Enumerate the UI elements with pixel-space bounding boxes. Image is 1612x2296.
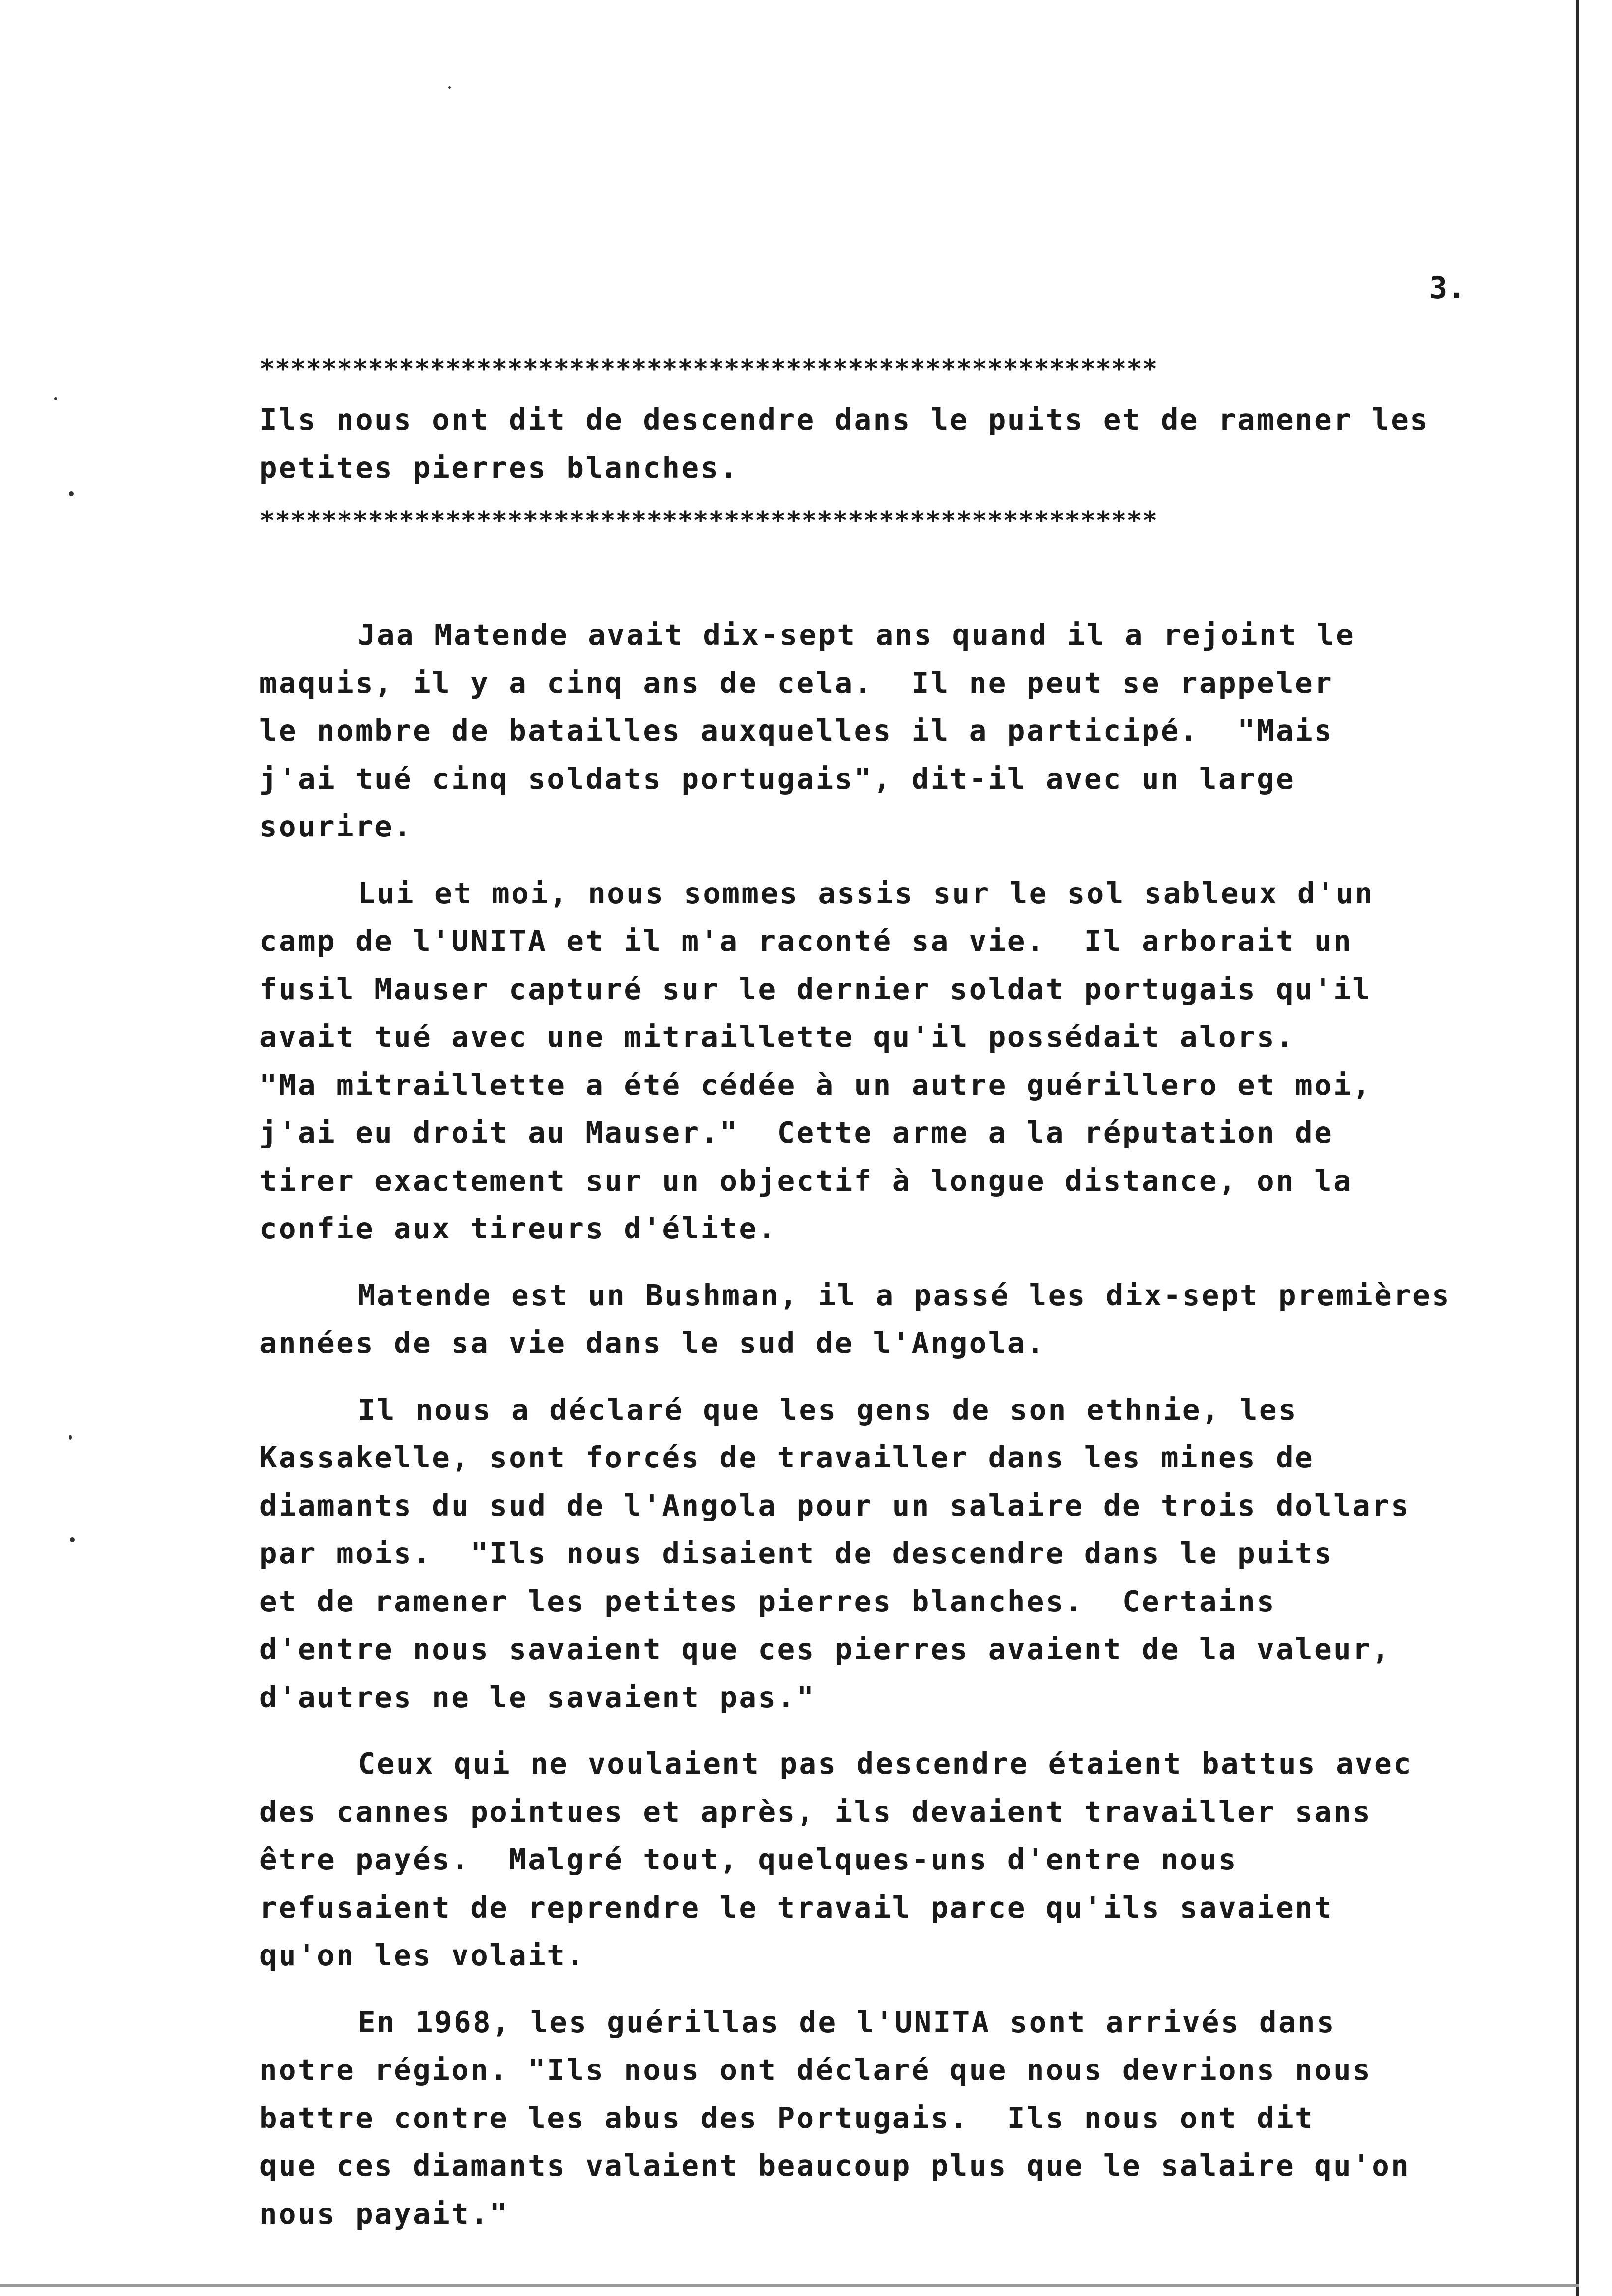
paragraph — [259, 1998, 1537, 2238]
paragraph-line: être payés. Malgré tout, quelques-uns d'entre nous — [259, 1842, 1238, 1876]
paragraph-line: Matende est un Bushman, il a passé les dix-sept premières — [358, 1278, 1451, 1312]
headline-top-rule: ********************************************************** — [259, 354, 1158, 384]
paragraph-line: fusil Mauser capturé sur le dernier soldat portugais qu'il — [259, 972, 1372, 1006]
paragraph — [259, 869, 1537, 1253]
paragraph-line: qu'on les volait. — [259, 1938, 586, 1972]
paragraph-line: d'autres ne le savaient pas." — [259, 1680, 816, 1714]
paragraph-line: nous payait." — [259, 2196, 509, 2231]
paragraph-line: sourire. — [259, 809, 413, 843]
paragraph-line: maquis, il y a cinq ans de cela. Il ne peut se rappeler — [259, 665, 1334, 700]
headline-line: Ils nous ont dit de descendre dans le puits et de ramener les — [259, 402, 1430, 436]
scan-speck — [69, 491, 74, 496]
paragraph-line: tirer exactement sur un objectif à longue distance, on la — [259, 1163, 1353, 1198]
paragraph-line: que ces diamants valaient beaucoup plus que le salaire qu'on — [259, 2149, 1410, 2182]
paragraph-line: battre contre les abus des Portugais. Ils nous ont dit — [259, 2100, 1315, 2135]
paragraph-line: d'entre nous savaient que ces pierres avaient de la valeur, — [259, 1632, 1391, 1666]
paragraph — [259, 1386, 1537, 1722]
page-right-edge — [1576, 0, 1579, 2296]
paragraph-line: Il nous a déclaré que les gens de son ethnie, les — [358, 1392, 1298, 1427]
paragraph-line: camp de l'UNITA et il m'a raconté sa vie. Il arborait un — [259, 924, 1353, 958]
paragraph-line: et de ramener les petites pierres blanches. Certains — [259, 1584, 1276, 1618]
article-body — [259, 611, 1537, 2256]
paragraph-line: Ceux qui ne voulaient pas descendre étaient battus avec — [358, 1747, 1413, 1780]
paragraph-line: j'ai eu droit au Mauser." Cette arme a la réputation de — [259, 1116, 1334, 1149]
paragraph-line: par mois. "Ils nous disaient de descendre dans le puits — [259, 1536, 1334, 1570]
paragraph-line: le nombre de batailles auxquelles il a participé. "Mais — [259, 714, 1334, 747]
scan-speck — [70, 1537, 75, 1542]
paragraph-line: années de sa vie dans le sud de l'Angola. — [259, 1326, 1046, 1360]
scan-speck — [69, 1435, 72, 1440]
headline-line: petites pierres blanches. — [259, 450, 739, 485]
page-bottom-edge — [0, 2284, 1579, 2287]
scan-speck — [54, 397, 57, 400]
paragraph-line: avait tué avec une mitraillette qu'il possédait alors. — [259, 1020, 1295, 1054]
headline-bottom-rule: ********************************************************** — [259, 506, 1158, 536]
scan-speck — [448, 86, 451, 89]
paragraph — [259, 611, 1537, 851]
page-number: 3. — [1429, 270, 1466, 306]
paragraph-line: notre région. "Ils nous ont déclaré que nous devrions nous — [259, 2053, 1372, 2087]
headline-quote — [259, 396, 1537, 491]
paragraph-line: j'ai tué cinq soldats portugais", dit-il avec un large — [259, 761, 1295, 796]
paragraph-line: refusaient de reprendre le travail parce qu'ils savaient — [259, 1890, 1334, 1924]
paragraph-line: En 1968, les guérillas de l'UNITA sont arrivés dans — [358, 2005, 1336, 2039]
paragraph-line: des cannes pointues et après, ils devaient travailler sans — [259, 1794, 1372, 1829]
paragraph-line: "Ma mitraillette a été cédée à un autre guérillero et moi, — [259, 1067, 1372, 1102]
paragraph-line: Lui et moi, nous sommes assis sur le sol sableux d'un — [358, 876, 1375, 910]
paragraph-line: diamants du sud de l'Angola pour un salaire de trois dollars — [259, 1488, 1410, 1522]
paragraph-line: Jaa Matende avait dix-sept ans quand il a rejoint le — [358, 618, 1355, 652]
paragraph — [259, 1271, 1537, 1367]
paragraph — [259, 1740, 1537, 1980]
paragraph-line: confie aux tireurs d'élite. — [259, 1211, 777, 1245]
paragraph-line: Kassakelle, sont forcés de travailler dans les mines de — [259, 1440, 1315, 1474]
